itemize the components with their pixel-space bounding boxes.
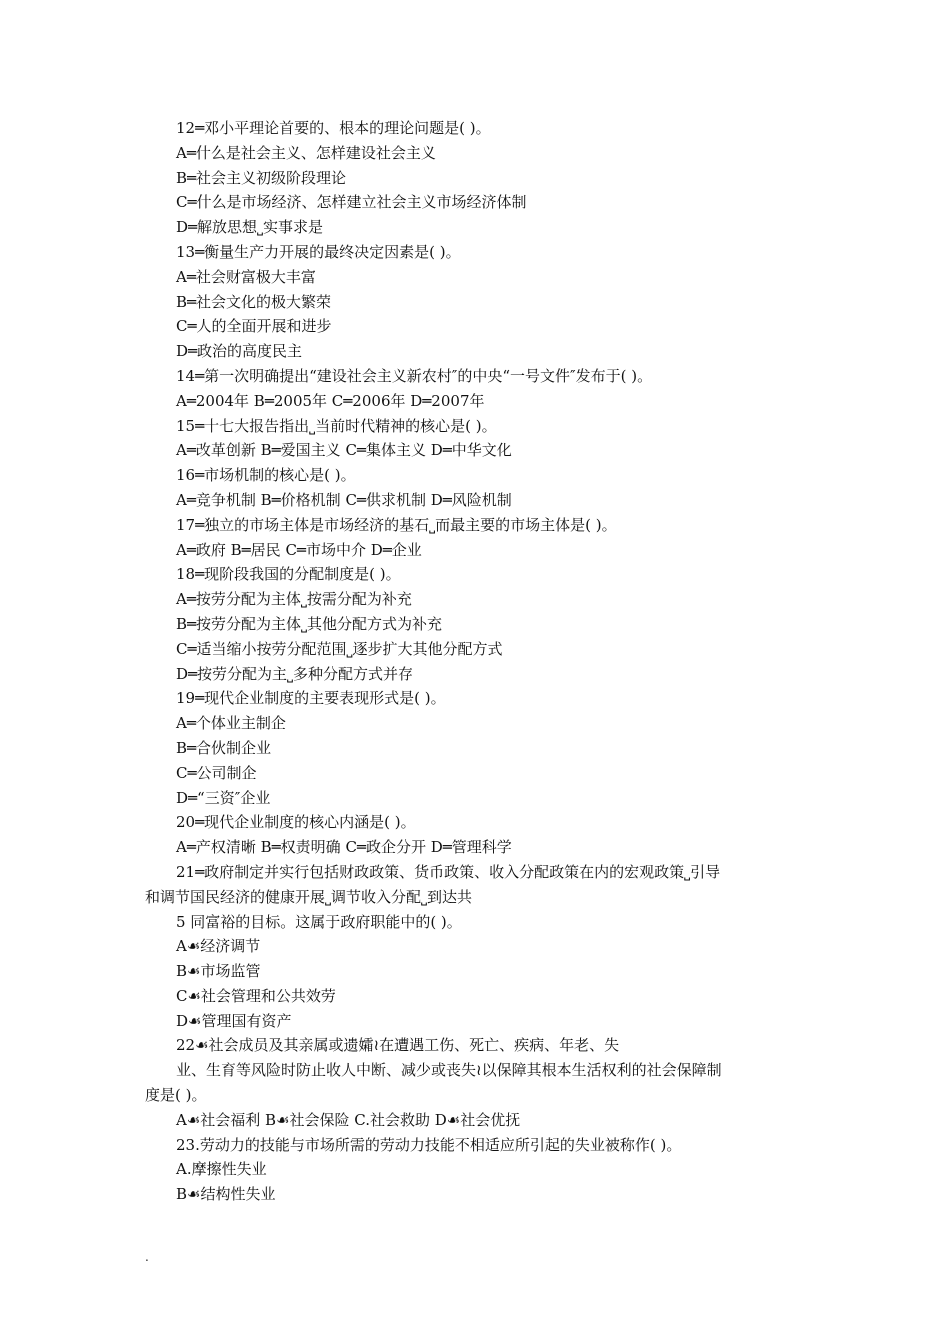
text-line: 和调节国民经济的健康开展⎵调节收入分配⎵到达共 bbox=[145, 887, 473, 906]
text-line: 22☙社会成员及其亲属或遗孀≀在遭遇工伤、死亡、疾病、年老、失 bbox=[176, 1036, 620, 1055]
text-line: A═按劳分配为主体⎵按需分配为补充 bbox=[176, 590, 412, 609]
text-line: C☙社会管理和公共效劳 bbox=[176, 986, 336, 1005]
text-line: A═社会财富极大丰富 bbox=[176, 267, 316, 286]
text-line: B☙市场监管 bbox=[176, 962, 261, 981]
document-body bbox=[145, 116, 810, 1207]
text-line: B═按劳分配为主体⎵其他分配方式为补充 bbox=[176, 614, 443, 633]
text-line: B═合伙制企业 bbox=[176, 738, 272, 757]
text-line: B═社会主义初级阶段理论 bbox=[176, 168, 347, 187]
text-line: D═按劳分配为主⎵多种分配方式并存 bbox=[176, 664, 414, 683]
text-line: C═人的全面开展和进步 bbox=[176, 317, 332, 336]
text-line: D☙管理国有资产 bbox=[176, 1011, 292, 1030]
text-line: A═改革创新 B═爱国主义 C═集体主义 D═中华文化 bbox=[176, 441, 512, 460]
text-line: 12═邓小平理论首要的、根本的理论问题是( )。 bbox=[176, 119, 491, 137]
text-line: C═适当缩小按劳分配范围⎵逐步扩大其他分配方式 bbox=[176, 639, 503, 658]
text-line: 20═现代企业制度的核心内涵是( )。 bbox=[176, 813, 416, 832]
text-line: 18═现阶段我国的分配制度是( )。 bbox=[176, 565, 401, 584]
text-line: 19═现代企业制度的主要表现形式是( )。 bbox=[176, 689, 446, 708]
text-line: 业、生育等风险时防止收人中断、减少或丧失≀以保障其根本生活权利的社会保障制 bbox=[176, 1061, 722, 1080]
text-line: B☙结构性失业 bbox=[176, 1185, 276, 1204]
text-line: D═“三资″企业 bbox=[176, 788, 271, 807]
text-line: 16═市场机制的核心是( )。 bbox=[176, 466, 356, 485]
text-line: C═公司制企 bbox=[176, 763, 257, 782]
text-line: D═解放思想⎵实事求是 bbox=[176, 218, 324, 237]
text-line: A☙社会福利 B☙社会保险 C.社会救助 D☙社会优抚 bbox=[176, 1110, 521, 1129]
text-line: 15═十七大报告指出⎵当前时代精神的核心是( )。 bbox=[176, 416, 497, 435]
text-line: 23.劳动力的技能与市场所需的劳动力技能不相适应所引起的失业被称作( )。 bbox=[176, 1135, 682, 1154]
text-line: A═政府 B═居民 C═市场中介 D═企业 bbox=[176, 540, 422, 559]
text-line: 21═政府制定并实行包括财政政策、货币政策、收入分配政策在内的宏观政策⎵引导 bbox=[176, 862, 721, 881]
footer-mark: . bbox=[145, 1250, 149, 1264]
text-line: A═2004年 B═2005年 C═2006年 D═2007年 bbox=[176, 391, 485, 410]
text-line: A.摩擦性失业 bbox=[176, 1160, 267, 1179]
text-line: B═社会文化的极大繁荣 bbox=[176, 292, 332, 311]
text-line: A═什么是社会主义、怎样建设社会主义 bbox=[176, 143, 436, 162]
text-line: C═什么是市场经济、怎样建立社会主义市场经济体制 bbox=[176, 193, 527, 212]
text-line: D═政治的高度民主 bbox=[176, 342, 303, 361]
text-line: 5 同富裕的目标。这属于政府职能中的( )。 bbox=[176, 912, 462, 931]
text-line: 14═第一次明确提出“建设社会主义新农村″的中央“一号文件″发布于( )。 bbox=[176, 366, 653, 385]
text-line: 17═独立的市场主体是市场经济的基石⎵而最主要的市场主体是( )。 bbox=[176, 515, 617, 534]
text-line: 13═衡量生产力开展的最终决定因素是( )。 bbox=[176, 242, 461, 261]
text-line: 度是( )。 bbox=[145, 1086, 207, 1105]
text-line: A═竞争机制 B═价格机制 C═供求机制 D═风险机制 bbox=[176, 490, 512, 509]
text-line: A═产权清晰 B═权责明确 C═政企分开 D═管理科学 bbox=[176, 838, 512, 857]
text-line: A═个体业主制企 bbox=[176, 714, 286, 733]
text-line: A☙经济调节 bbox=[176, 937, 261, 956]
